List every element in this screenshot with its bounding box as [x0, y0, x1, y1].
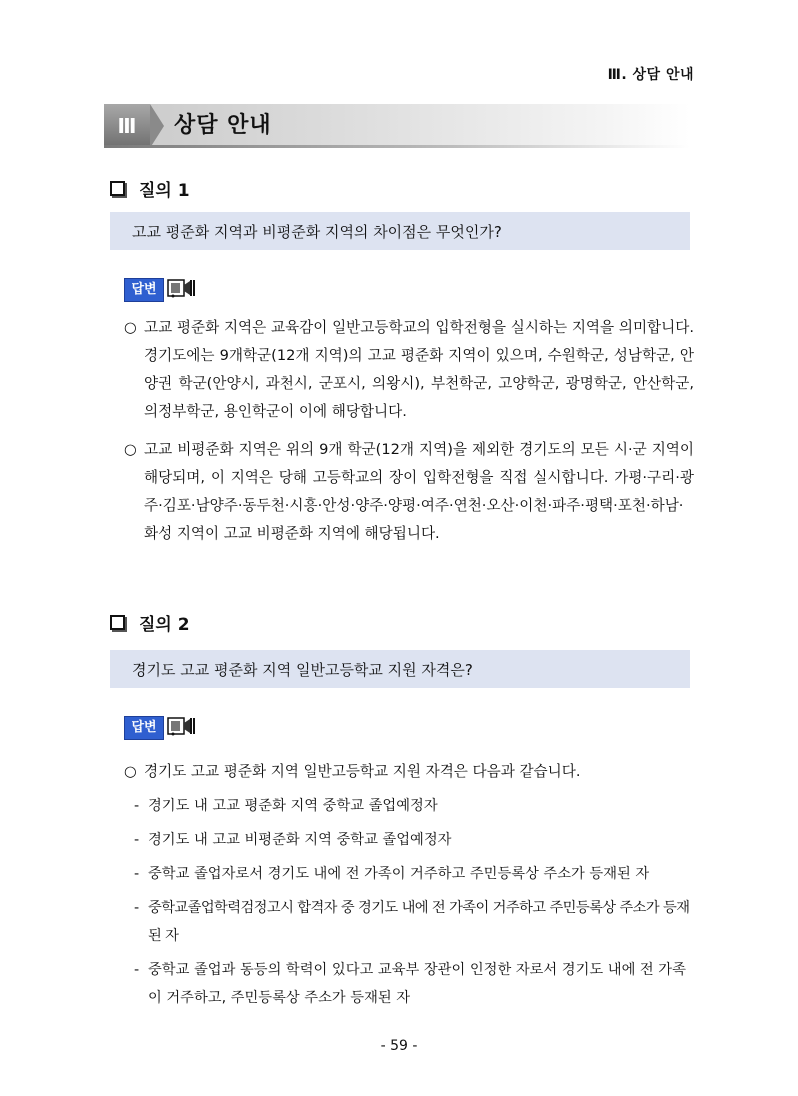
- answer-label: 답변: [124, 278, 164, 302]
- section-banner: [104, 104, 690, 148]
- paragraph-text: 고교 평준화 지역은 교육감이 일반고등학교의 입학전형을 실시하는 지역을 의미합니다. 경기도에는 9개학군(12개 지역)의 고교 평준화 지역이 있으며, 수원학군, 성남학군, 안양권 학군(안양시, 과천시, 군포시, 의왕시), 부천학군, 고양학군, 광명학군, 안산학군, 의정부학군, 용인학군이 이에 해당합니다.: [144, 319, 694, 420]
- answer-1-paragraph-2: [124, 436, 694, 548]
- question-2-text: 경기도 고교 평준화 지역 일반고등학교 지원 자격은?: [132, 660, 473, 679]
- list-item-text: 중학교졸업학력검정고시 합격자 중 경기도 내에 전 가족이 거주하고 주민등록상 주소가 등재된 자: [148, 900, 690, 944]
- bullet-circle: ○: [124, 763, 137, 780]
- question-1-heading: [110, 176, 190, 201]
- answer-label: 답변: [124, 716, 164, 740]
- checkbox-square-icon: [110, 181, 125, 196]
- answer-2-intro: [124, 758, 694, 786]
- eligibility-list: [134, 792, 694, 1018]
- question-1-text: 고교 평준화 지역과 비평준화 지역의 차이점은 무엇인가?: [132, 222, 502, 241]
- running-header: Ⅲ. 상담 안내: [607, 67, 694, 83]
- checkbox-square-icon: [110, 615, 125, 630]
- bullet-circle: ○: [124, 441, 137, 458]
- film-camera-icon: [167, 714, 197, 742]
- bullet-circle: ○: [124, 319, 137, 336]
- intro-text: 경기도 고교 평준화 지역 일반고등학교 지원 자격은 다음과 같습니다.: [144, 763, 581, 780]
- section-title: 상담 안내: [174, 113, 272, 138]
- question-2-heading: [110, 610, 190, 635]
- answer-1-paragraph-1: [124, 314, 694, 426]
- dash-marker: -: [134, 962, 140, 978]
- dash-marker: -: [134, 832, 140, 848]
- banner-underline: [104, 145, 690, 148]
- list-item: [134, 826, 694, 854]
- dash-marker: -: [134, 798, 140, 814]
- page-number: - 59 -: [380, 1038, 418, 1054]
- list-item: [134, 894, 694, 950]
- question-2-label: 질의 2: [139, 615, 190, 635]
- list-item-text: 중학교 졸업과 동등의 학력이 있다고 교육부 장관이 인정한 자로서 경기도 내에 전 가족이 거주하고, 주민등록상 주소가 등재된 자: [148, 962, 686, 1006]
- list-item-text: 경기도 내 고교 평준화 지역 중학교 졸업예정자: [148, 798, 438, 814]
- film-camera-icon: [167, 276, 197, 304]
- paragraph-text: 고교 비평준화 지역은 위의 9개 학군(12개 지역)을 제외한 경기도의 모든 시·군 지역이 해당되며, 이 지역은 당해 고등학교의 장이 입학전형을 직접 실시합니다. 가평·구리·광주·김포·남양주·동두천·시흥·안성·양주·양평·여주·연천·오산·이천·파주·평택·포천·하남·화성 지역이 고교 비평준화 지역에 해당됩니다.: [144, 441, 694, 542]
- section-number-badge: Ⅲ: [104, 104, 150, 148]
- question-1-label: 질의 1: [139, 181, 190, 201]
- question-1-box: [110, 212, 690, 250]
- list-item-text: 경기도 내 고교 비평준화 지역 중학교 졸업예정자: [148, 832, 452, 848]
- dash-marker: -: [134, 900, 140, 916]
- banner-wedge: [150, 104, 164, 148]
- list-item: [134, 956, 694, 1012]
- list-item: [134, 792, 694, 820]
- answer-2-badge: [124, 714, 197, 742]
- list-item-text: 중학교 졸업자로서 경기도 내에 전 가족이 거주하고 주민등록상 주소가 등재된 자: [148, 866, 650, 882]
- dash-marker: -: [134, 866, 140, 882]
- list-item: [134, 860, 694, 888]
- answer-1-badge: [124, 276, 197, 304]
- question-2-box: [110, 650, 690, 688]
